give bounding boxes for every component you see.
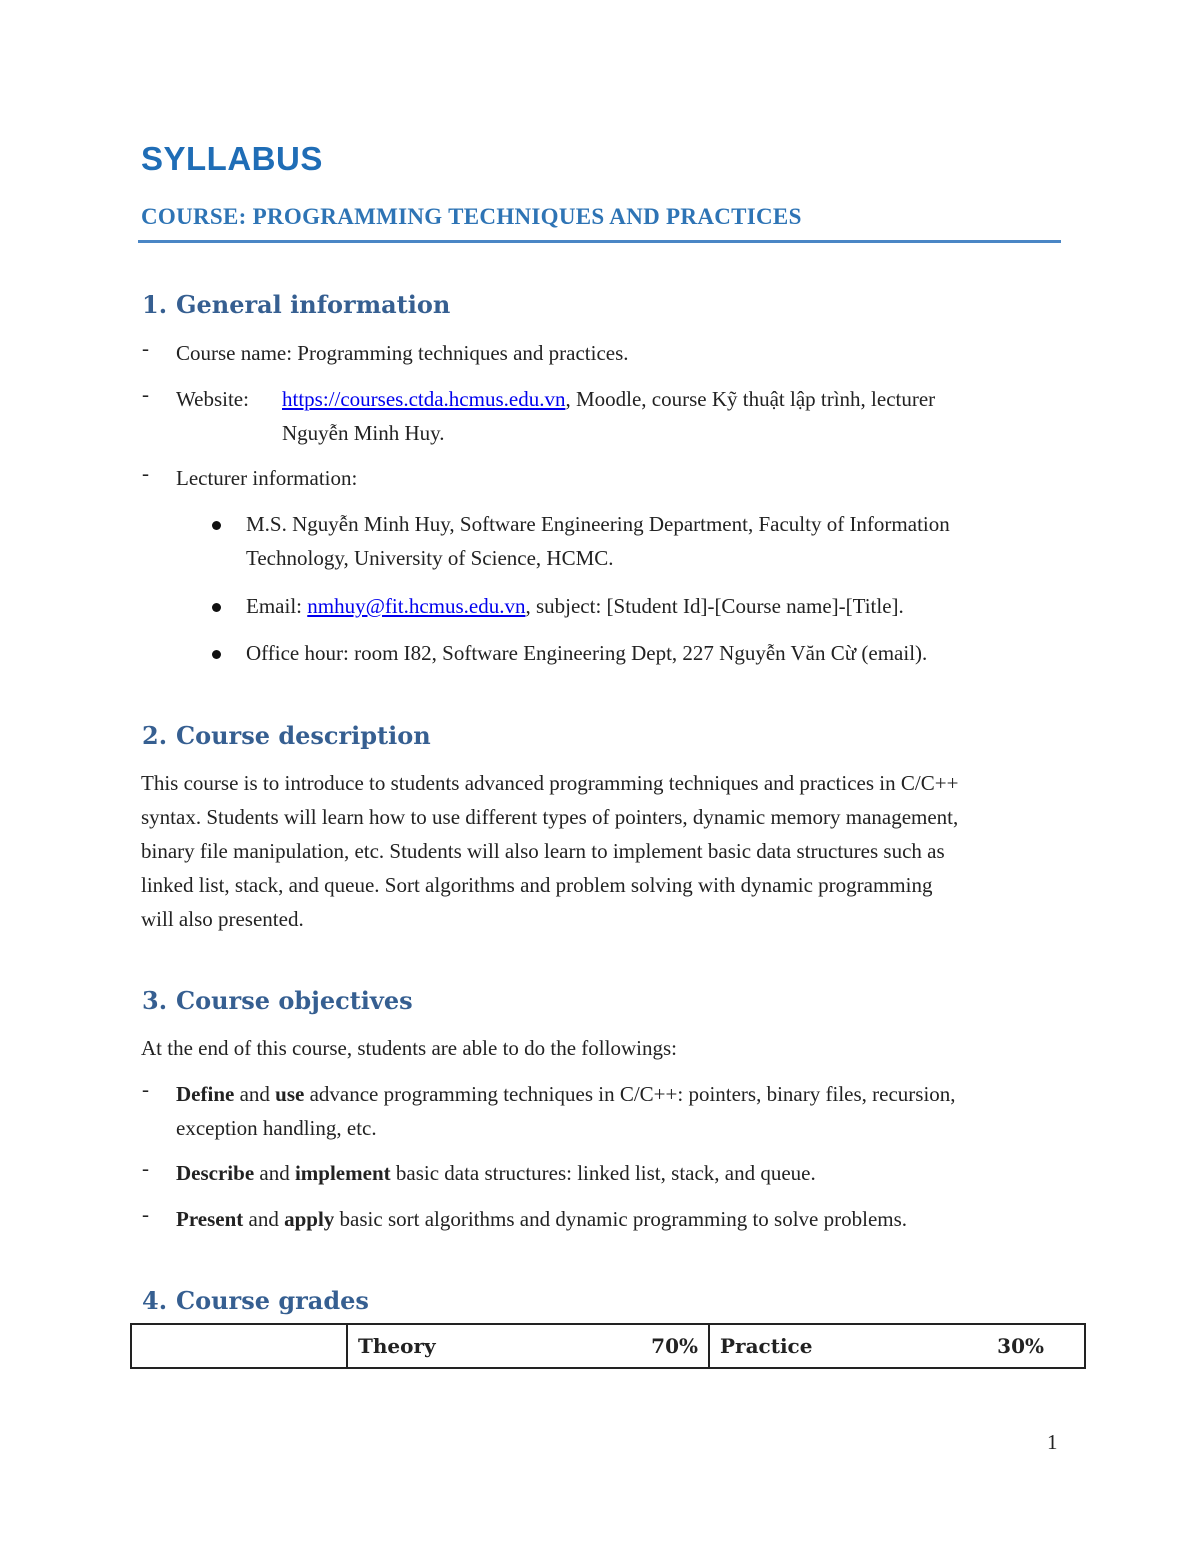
theory-value: 70% [651,1334,698,1358]
title-divider [138,240,1061,243]
lecturer-line-1: M.S. Nguyễn Minh Huy, Software Engineering Department, Faculty of Information [246,512,950,536]
description-line-2: syntax. Students will learn how to use different types of pointers, dynamic memory management, [141,805,959,829]
objective-verb: apply [284,1207,335,1231]
bullet-icon [212,521,221,530]
objective-item-1 [176,1077,1058,1111]
section-number: 2. [142,721,168,750]
objective-verb: Present [176,1207,244,1231]
objective-item-3 [176,1202,907,1236]
website-line-2: Nguyễn Minh Huy. [282,421,445,445]
theory-label: Theory [358,1334,436,1358]
table-cell-empty [131,1324,347,1368]
dash-marker: - [142,382,149,406]
practice-label: Practice [720,1334,813,1358]
description-line-3: binary file manipulation, etc. Students will also learn to implement basic data structures such as [141,839,945,863]
objective-item-2 [176,1156,816,1190]
email-link[interactable]: nmhuy@fit.hcmus.edu.vn [307,594,526,618]
bullet-icon [212,650,221,659]
section-objectives-heading [142,986,413,1015]
table-cell-practice [709,1324,1085,1368]
document-title: SYLLABUS [141,140,323,177]
description-line-5: will also presented. [141,907,304,931]
course-title: COURSE: PROGRAMMING TECHNIQUES AND PRACTICES [141,204,802,229]
table-cell-theory [347,1324,709,1368]
objective-text: basic sort algorithms and dynamic programming to solve problems. [334,1207,908,1231]
table-row [131,1324,1085,1368]
bullet-icon [212,603,221,612]
section-number: 1. [142,290,168,319]
dash-marker: - [142,336,149,360]
section-number: 4. [142,1286,168,1315]
section-grades-heading [142,1286,369,1315]
website-label: Website: [176,387,249,411]
practice-value: 30% [997,1334,1044,1358]
dash-marker: - [142,1156,149,1180]
course-name-line: Course name: Programming techniques and practices. [176,341,629,365]
objective-item-1-cont: exception handling, etc. [176,1116,377,1140]
objective-conj: and [254,1161,295,1185]
description-line-1: This course is to introduce to students advanced programming techniques and practices in C/C++ [141,771,959,795]
email-line [246,589,904,623]
objectives-intro: At the end of this course, students are able to do the followings: [141,1036,677,1060]
objective-conj: and [243,1207,285,1231]
section-description-heading [142,721,431,750]
objective-verb: use [275,1082,305,1106]
objective-text: advance programming techniques in C/C++: pointers, binary files, recursion, [304,1082,956,1106]
website-link[interactable]: https://courses.ctda.hcmus.edu.vn [282,387,566,411]
office-hour-line: Office hour: room I82, Software Engineering Dept, 227 Nguyễn Văn Cừ (email). [246,641,928,665]
section-title: General information [176,290,451,319]
objective-verb: implement [294,1161,391,1185]
objective-verb: Describe [176,1161,255,1185]
section-title: Course description [176,721,431,750]
dash-marker: - [142,461,149,485]
section-number: 3. [142,986,168,1015]
description-line-4: linked list, stack, and queue. Sort algorithms and problem solving with dynamic programming [141,873,933,897]
email-rest: , subject: [Student Id]-[Course name]-[Title]. [525,594,904,618]
section-title: Course grades [176,1286,369,1315]
website-rest: , Moodle, course Kỹ thuật lập trình, lecturer [565,387,936,411]
dash-marker: - [142,1202,149,1226]
section-title: Course objectives [176,986,413,1015]
email-label: Email: [246,594,308,618]
grades-table [130,1323,1086,1369]
objective-text: basic data structures: linked list, stack, and queue. [390,1161,816,1185]
website-line [282,382,1058,416]
objective-conj: and [234,1082,276,1106]
lecturer-label: Lecturer information: [176,466,358,490]
objective-verb: Define [176,1082,235,1106]
lecturer-line-2: Technology, University of Science, HCMC. [246,546,614,570]
section-general-heading [142,290,450,319]
dash-marker: - [142,1077,149,1101]
page-number: 1 [1047,1430,1058,1454]
